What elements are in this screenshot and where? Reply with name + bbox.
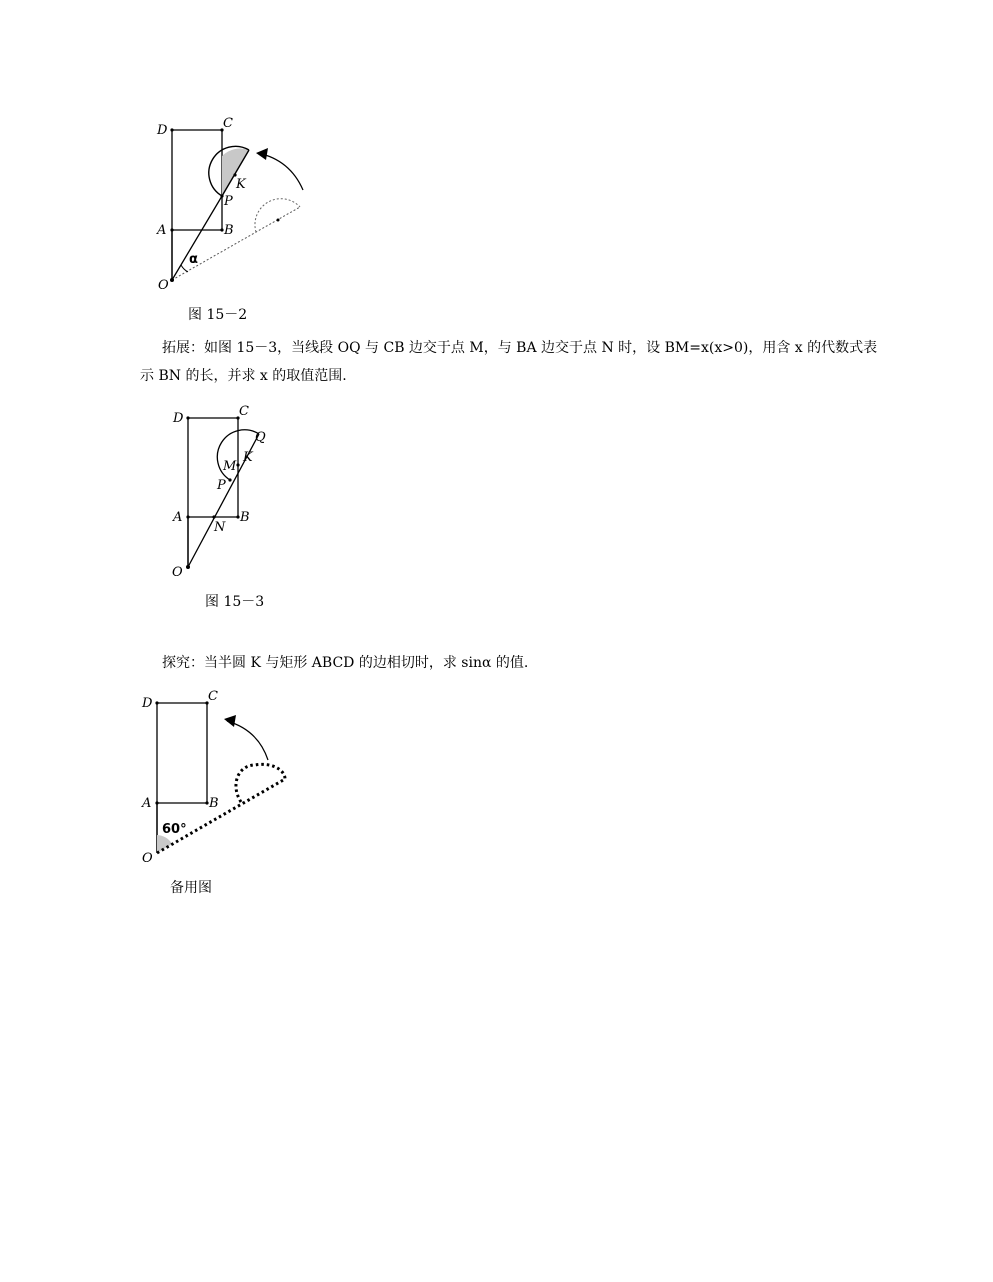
backup-figure [135, 685, 295, 865]
segment-op [172, 196, 222, 280]
dotted-base [172, 207, 300, 280]
extension-line-1: 拓展：如图 15－3，当线段 OQ 与 CB 边交于点 M，与 BA 边交于点 N 时，设 BM=x(x>0)，用含 x 的代数式表 [162, 340, 878, 356]
label-d: D [142, 696, 153, 711]
rotation-arrow [227, 721, 268, 760]
label-d: D [173, 411, 184, 426]
arrow-head-icon [224, 715, 236, 727]
label-c: C [223, 116, 233, 131]
label-a: A [173, 510, 183, 525]
label-o: O [172, 565, 183, 580]
label-alpha: α [189, 252, 198, 267]
label-b: B [240, 510, 250, 525]
rectangle-abcd [188, 418, 238, 567]
extension-line-2: 示 BN 的长，并求 x 的取值范围. [140, 368, 347, 384]
dotted-semicircle [255, 199, 300, 232]
label-n: N [214, 520, 226, 535]
label-k: K [236, 177, 246, 192]
figure-15-3 [160, 400, 280, 582]
label-p: P [217, 478, 226, 493]
figure-15-2-caption: 图 15－2 [188, 307, 248, 323]
figure-15-3-caption: 图 15－3 [205, 594, 265, 610]
label-a: A [157, 223, 167, 238]
label-p: P [224, 194, 233, 209]
backup-figure-caption: 备用图 [170, 880, 212, 896]
label-c: C [239, 404, 249, 419]
dotted-base [157, 779, 285, 853]
figure-15-2 [140, 110, 320, 300]
label-d: D [157, 123, 168, 138]
label-60-degrees: 60° [162, 822, 187, 837]
explore-text: 探究：当半圆 K 与矩形 ABCD 的边相切时，求 sinα 的值. [162, 655, 529, 671]
label-b: B [224, 223, 234, 238]
label-o: O [158, 278, 169, 293]
label-q: Q [255, 430, 266, 445]
alpha-arc [181, 265, 188, 272]
label-a: A [142, 796, 152, 811]
label-o: O [142, 851, 153, 865]
label-m: M [223, 459, 237, 474]
label-k: K [243, 450, 253, 465]
label-c: C [208, 689, 218, 704]
label-b: B [209, 796, 219, 811]
arrow-head-icon [256, 148, 268, 160]
